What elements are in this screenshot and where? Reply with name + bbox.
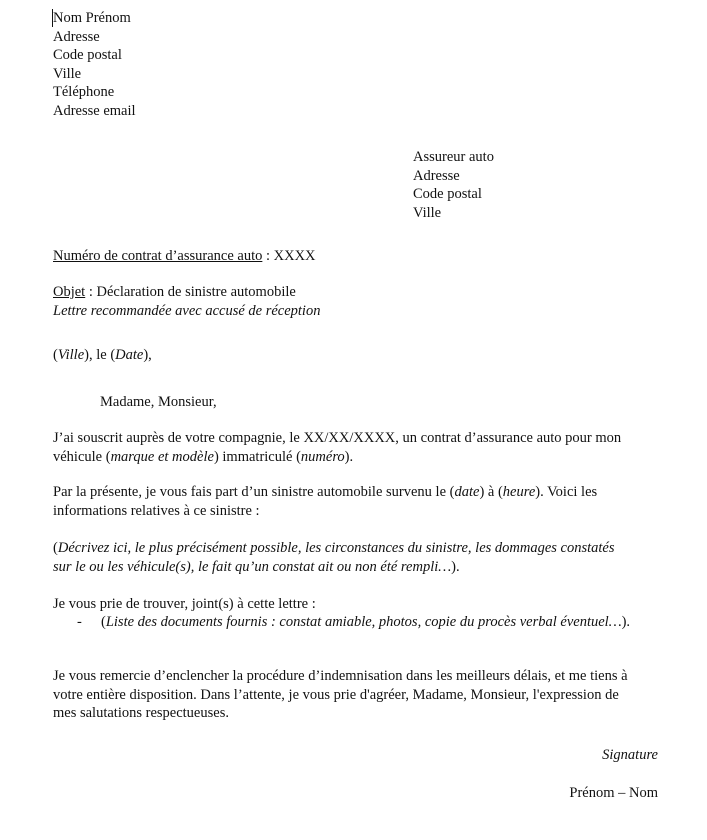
bullet-open: ( — [101, 614, 106, 630]
para1-text: véhicule ( — [53, 448, 111, 465]
bullet-close: ). — [621, 614, 631, 630]
description-placeholder: Décrivez ici, le plus précisément possible, les circonstances du sinistre, les dommages constatés — [57, 540, 615, 556]
subject-separator: : — [85, 284, 97, 300]
signature-placeholder[interactable]: Signature — [602, 747, 658, 763]
para3-close: ). — [451, 558, 460, 575]
place-date-line[interactable] — [53, 346, 673, 365]
recipient-city[interactable]: Ville — [413, 204, 442, 221]
contract-label: Numéro de contrat d’assurance auto — [53, 248, 263, 264]
sender-email[interactable]: Adresse email — [53, 102, 136, 119]
para1-line1: J’ai souscrit auprès de votre compagnie, le XX/XX/XXXX, un contrat d’assurance auto pour mon — [53, 430, 622, 446]
para3-open: ( — [53, 540, 58, 556]
attachments-intro: Je vous prie de trouver, joint(s) à cette lettre : — [53, 596, 316, 612]
attachments-list-item[interactable] — [0, 613, 707, 632]
sender-phone[interactable]: Téléphone — [53, 84, 115, 100]
sender-city[interactable]: Ville — [53, 65, 82, 82]
sender-address[interactable]: Adresse — [53, 28, 100, 45]
closing-line1: Je vous remercie d’enclencher la procédure d’indemnisation dans les meilleurs délais, et me tiens à — [53, 668, 628, 684]
subject-label: Objet — [53, 284, 86, 300]
para2-text: ). Voici les — [535, 484, 598, 500]
sender-postal-code[interactable]: Code postal — [53, 47, 122, 63]
incident-time-placeholder: heure — [502, 484, 536, 500]
closing-line3: mes salutations respectueuses. — [53, 705, 229, 721]
para1-text: ). — [344, 448, 354, 465]
para2-text: Par la présente, je vous fais part d’un sinistre automobile survenu le ( — [53, 484, 455, 500]
recipient-name[interactable]: Assureur auto — [413, 149, 494, 165]
documents-placeholder: Liste des documents fournis : constat amiable, photos, copie du procès verbal éventuel… — [105, 614, 622, 630]
recipient-postal-code[interactable]: Code postal — [413, 186, 482, 202]
paragraph-incident[interactable] — [53, 483, 673, 520]
incident-date-placeholder: date — [454, 484, 480, 500]
place-date-open: ( — [53, 347, 58, 363]
sender-name[interactable]: Nom Prénom — [53, 10, 131, 26]
contract-value: XXXX — [273, 248, 316, 264]
paragraph-attachments[interactable] — [53, 595, 673, 614]
recipient-block — [413, 148, 494, 222]
plate-number-placeholder: numéro — [300, 448, 345, 465]
bullet-dash: - — [77, 614, 82, 630]
recipient-address[interactable]: Adresse — [413, 167, 460, 184]
paragraph-description[interactable] — [53, 539, 673, 576]
para2-line2: informations relatives à ce sinistre : — [53, 502, 260, 519]
paragraph-contract[interactable] — [53, 429, 673, 466]
subject-block[interactable] — [53, 283, 673, 320]
subject-value: Déclaration de sinistre automobile — [96, 284, 296, 300]
subject-mode: Lettre recommandée avec accusé de réception — [53, 302, 321, 319]
place-city: Ville — [57, 347, 85, 363]
closing-line2: votre entière disposition. Dans l’attente, je vous prie d'agréer, Madame, Monsieur, l'expression de — [53, 686, 619, 703]
paragraph-closing[interactable] — [53, 667, 673, 723]
description-placeholder-cont: sur le ou les véhicule(s), le fait qu’un constat ait ou non été rempli… — [53, 558, 452, 575]
vehicle-model-placeholder: marque et modèle — [110, 448, 214, 465]
contract-line[interactable] — [53, 247, 673, 266]
signer-name[interactable]: Prénom – Nom — [569, 785, 658, 801]
place-date-close: ), — [143, 347, 152, 363]
para1-text: ) immatriculé ( — [213, 448, 301, 465]
para2-text: ) à ( — [479, 484, 503, 500]
sender-block — [53, 9, 673, 120]
contract-separator: : — [262, 248, 274, 264]
salutation[interactable]: Madame, Monsieur, — [100, 394, 217, 410]
place-date: Date — [115, 347, 144, 363]
place-date-mid: ), le ( — [84, 347, 116, 363]
